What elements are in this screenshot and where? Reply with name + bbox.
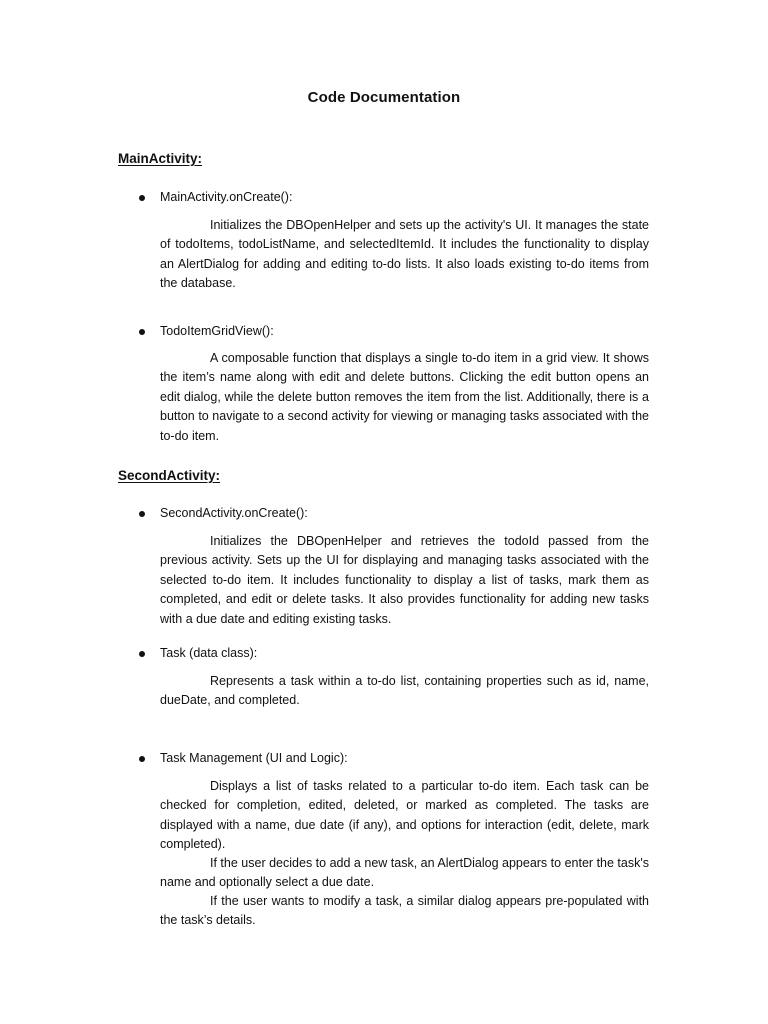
bullet-icon [139,329,145,335]
item-description-todoitemgridview: A composable function that displays a single to-do item in a grid view. It shows the item’s name along with edit and delete buttons. Clicking the edit button opens an edit dialog, while the delete button removes the item from the list. Additionally, there is a button to navigate to a second activity for viewing or managing tasks associated with the to-do item. [160,351,649,443]
item-description-mainactivity-oncreate: Initializes the DBOpenHelper and sets up the activity's UI. It manages the state of todoItems, todoListName, and selectedItemId. It includes the functionality to display an AlertDialog for adding and editing to-do lists. It also loads existing to-do items from the database. [160,218,649,291]
bullet-icon [139,511,145,517]
item-description-task-management: Displays a list of tasks related to a particular to-do item. Each task can be checked for completion, edited, deleted, or marked as completed. The tasks are displayed with a name, due date (if any), and options for interaction (edit, delete, mark completed). [160,779,649,852]
section-heading-secondactivity: SecondActivity: [118,468,221,483]
item-label-todoitemgridview: TodoItemGridView(): [160,324,274,338]
item-description-secondactivity-oncreate: Initializes the DBOpenHelper and retrieves the todoId passed from the previous activity. Sets up the UI for displaying and managing tasks associated with the selected to-do item. It includes functionality to display a list of tasks, mark them as completed, and edit or delete tasks. It also provides functionality for adding new tasks with a due date and editing existing tasks. [160,534,649,626]
bullet-icon [139,195,145,201]
item-label-task-data-class: Task (data class): [160,646,258,660]
item-description-task-data-class: Represents a task within a to-do list, containing properties such as id, name, dueDate, and completed. [160,674,649,708]
bullet-icon [139,756,145,762]
section-heading-mainactivity: MainActivity: [118,151,203,166]
item-description-task-management-add: If the user decides to add a new task, an AlertDialog appears to enter the task's name and optionally select a due date. [160,856,649,890]
document-title: Code Documentation [307,89,461,106]
bullet-icon [139,651,145,657]
item-label-mainactivity-oncreate: MainActivity.onCreate(): [160,190,293,204]
item-label-secondactivity-oncreate: SecondActivity.onCreate(): [160,506,308,520]
item-description-task-management-modify: If the user wants to modify a task, a similar dialog appears pre-populated with the task’s details. [160,894,649,928]
item-label-task-management: Task Management (UI and Logic): [160,751,348,765]
